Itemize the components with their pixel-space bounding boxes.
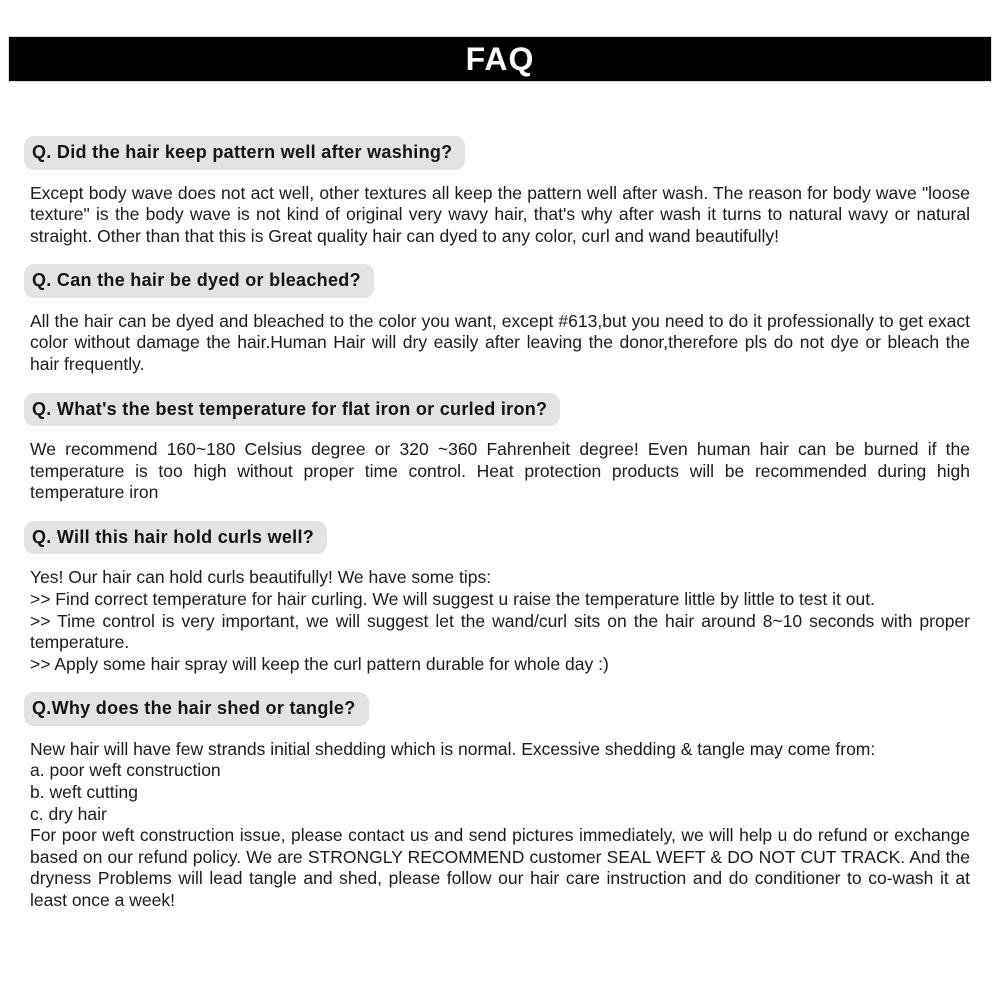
answer-line: a. poor weft construction — [30, 760, 221, 781]
question-washing: Q. Did the hair keep pattern well after washing? — [24, 136, 465, 170]
answer-dye-bleach — [30, 311, 970, 376]
qa-section-hold-curls — [30, 521, 970, 675]
answer-shed-tangle — [30, 739, 970, 912]
answer-line: We recommend 160~180 Celsius degree or 320 ~360 Fahrenheit degree! Even human hair can be burned if the temperature is too high without proper time control. Heat protection products will be recommended during high temperature iron — [30, 439, 970, 503]
qa-section-dye-bleach — [30, 264, 970, 375]
answer-line: For poor weft construction issue, please contact us and send pictures immediately, we will help u do refund or exchange based on our refund policy. We are STRONGLY RECOMMEND customer SEAL WEFT & DO NOT CUT TRACK. And the dryness Problems will lead tangle and shed, please follow our hair care instruction and do conditioner to co-wash it at least once a week! — [30, 825, 970, 910]
answer-line: >> Time control is very important, we will suggest let the wand/curl sits on the hair around 8~10 seconds with proper temperature. — [30, 610, 970, 653]
answer-temperature — [30, 439, 970, 504]
qa-section-temperature — [30, 393, 970, 504]
faq-header-bar — [8, 36, 992, 82]
answer-line: c. dry hair — [30, 803, 107, 824]
answer-line: All the hair can be dyed and bleached to the color you want, except #613,but you need to do it professionally to get exact color without damage the hair.Human Hair will dry easily after leaving the donor,therefore pls do not dye or bleach the hair frequently. — [30, 310, 970, 374]
qa-section-shed-tangle — [30, 692, 970, 911]
answer-washing — [30, 183, 970, 248]
question-temperature: Q. What's the best temperature for flat iron or curled iron? — [24, 393, 560, 427]
answer-line: >> Find correct temperature for hair curling. We will suggest u raise the temperature little by little to test it out. — [30, 588, 875, 609]
question-shed-tangle: Q.Why does the hair shed or tangle? — [24, 692, 369, 726]
answer-line: Except body wave does not act well, other textures all keep the pattern well after wash. The reason for body wave "loose texture" is the body wave is not kind of original very wavy hair, that's why after wash it turns to natural wavy or natural straight. Other than that this is Great quality hair can dyed to any color, curl and wand beautifully! — [30, 182, 970, 246]
answer-line: Yes! Our hair can hold curls beautifully! We have some tips: — [30, 567, 492, 588]
answer-line: >> Apply some hair spray will keep the curl pattern durable for whole day :) — [30, 653, 609, 674]
answer-line: New hair will have few strands initial shedding which is normal. Excessive shedding & tangle may come from: — [30, 738, 876, 759]
question-dye-bleach: Q. Can the hair be dyed or bleached? — [24, 264, 374, 298]
question-hold-curls: Q. Will this hair hold curls well? — [24, 521, 327, 555]
qa-section-washing — [30, 136, 970, 247]
faq-content — [0, 136, 1000, 912]
page-title: FAQ — [465, 41, 535, 77]
answer-line: b. weft cutting — [30, 782, 138, 802]
answer-hold-curls — [30, 567, 970, 675]
